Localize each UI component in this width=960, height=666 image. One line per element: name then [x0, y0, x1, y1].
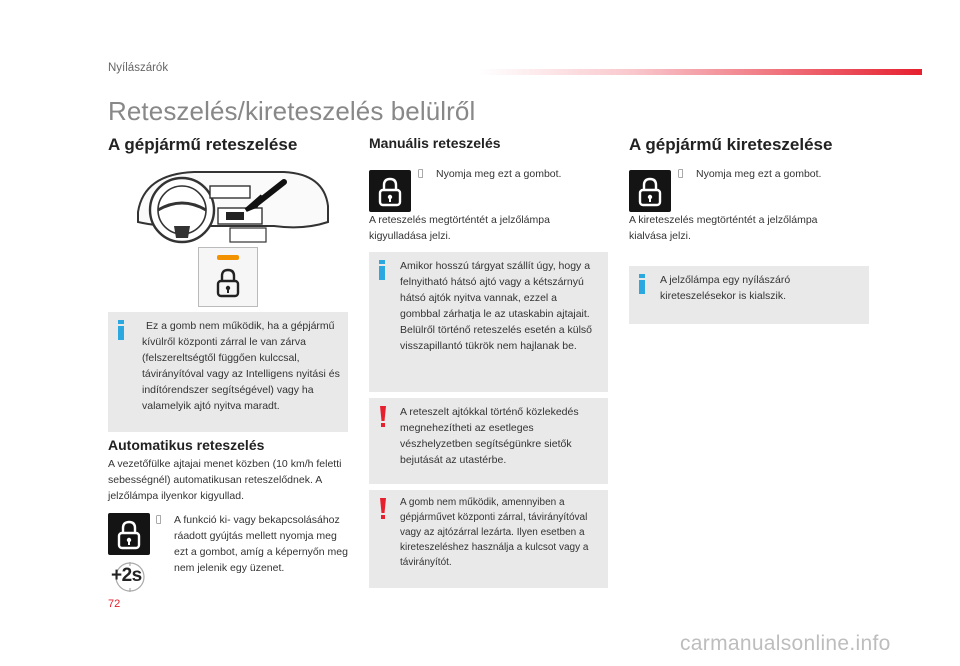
info-box-manual: [369, 252, 608, 392]
bullet-text-auto: A funkció ki- vagy bekapcsolásához ráadott gyújtás mellett nyomja meg ezt a gombot, amíg a képernyőn meg nem jelenik egy üzenet.: [174, 514, 348, 574]
info-box-unlock: [629, 266, 869, 324]
lock-button-image-manual: [369, 170, 411, 212]
info-text-manual: Amikor hosszú tárgyat szállít úgy, hogy a felnyitható hátsó ajtó vagy a kétszárnyú hátsó ajtók nyitva vannak, ezzel a gombbal zárhatja le az utaskabin ajtajait. Belülről történő reteszelés esetén a külső visszapillantó tükrök nem hajlanak be.: [400, 260, 593, 352]
bullet-marker: [678, 166, 696, 182]
page-number: 72: [108, 598, 121, 610]
bullet-marker: [418, 166, 436, 182]
page-title: Reteszelés/kireteszelés belülről: [108, 96, 476, 126]
bullet-text-unlock: Nyomja meg ezt a gombot.: [696, 168, 822, 180]
lock-button-illustration: [198, 247, 258, 307]
bullet-row-auto: [156, 512, 352, 576]
warning-box-1: [369, 398, 608, 484]
header-rule: [480, 69, 922, 75]
two-seconds-label: +2s: [111, 565, 142, 586]
warning-text-2: A gomb nem működik, amennyiben a gépjárművet központi zárral, távirányítóval vagy az ajtózárral lezárta. Ilyen esetben a kireteszeléshez használja a kulcsot vagy a távirányítót.: [400, 497, 589, 568]
watermark: carmanualsonline.info: [680, 632, 891, 655]
warning-text-1: A reteszelt ajtókkal történő közlekedés megnehezítheti az esetleges vészhelyzetben segítségünkre sietők bejutását az utastérbe.: [400, 406, 579, 466]
lock-button-image: [108, 513, 150, 555]
bullet-text-manual: Nyomja meg ezt a gombot.: [436, 168, 562, 180]
lock-button-icon: [216, 268, 240, 303]
lock-button-image-unlock: [629, 170, 671, 212]
manual-locking-heading: Manuális reteszelés: [369, 135, 501, 151]
info-icon: [379, 260, 385, 280]
info-icon: [639, 274, 645, 294]
unlocking-heading: A gépjármű kireteszelése: [629, 135, 833, 154]
bullet-row-unlock: [678, 166, 868, 182]
info-text-unlock: A jelzőlámpa egy nyílászáró kireteszelésekor is kialszik.: [660, 274, 791, 302]
manual-locking-text: A reteszelés megtörténtét a jelzőlámpa kigyulladása jelzi.: [369, 214, 550, 242]
warning-icon: [379, 406, 387, 428]
warning-icon: [379, 498, 387, 520]
unlocking-text: A kireteszelés megtörténtét a jelzőlámpa kialvása jelzi.: [629, 214, 818, 242]
bullet-row-manual: [418, 166, 608, 182]
info-box-locking: [108, 312, 348, 432]
locking-heading: A gépjármű reteszelése: [108, 135, 298, 154]
bullet-marker: [156, 512, 174, 576]
auto-locking-text: A vezetőfülke ajtajai menet közben (10 km/h feletti sebességnél) automatikusan reteszelődnek. A jelzőlámpa ilyenkor kigyullad.: [108, 458, 342, 502]
info-icon: [118, 320, 124, 340]
auto-locking-heading: Automatikus reteszelés: [108, 437, 265, 453]
press-two-seconds-icon: [110, 561, 150, 593]
warning-box-2: [369, 490, 608, 588]
section-label: Nyílászárók: [108, 62, 169, 74]
dashboard-arrow-illustration: [134, 166, 332, 244]
info-text-locking: Ez a gomb nem működik, ha a gépjármű kívülről központi zárral le van zárva (felszereltségtől függően kulccsal, távirányítóval vagy az Intelligens nyitási és indítórendszer segítségével) vagy ha valamelyik ajtó nyitva maradt.: [142, 320, 340, 412]
indicator-lamp: [217, 255, 239, 260]
